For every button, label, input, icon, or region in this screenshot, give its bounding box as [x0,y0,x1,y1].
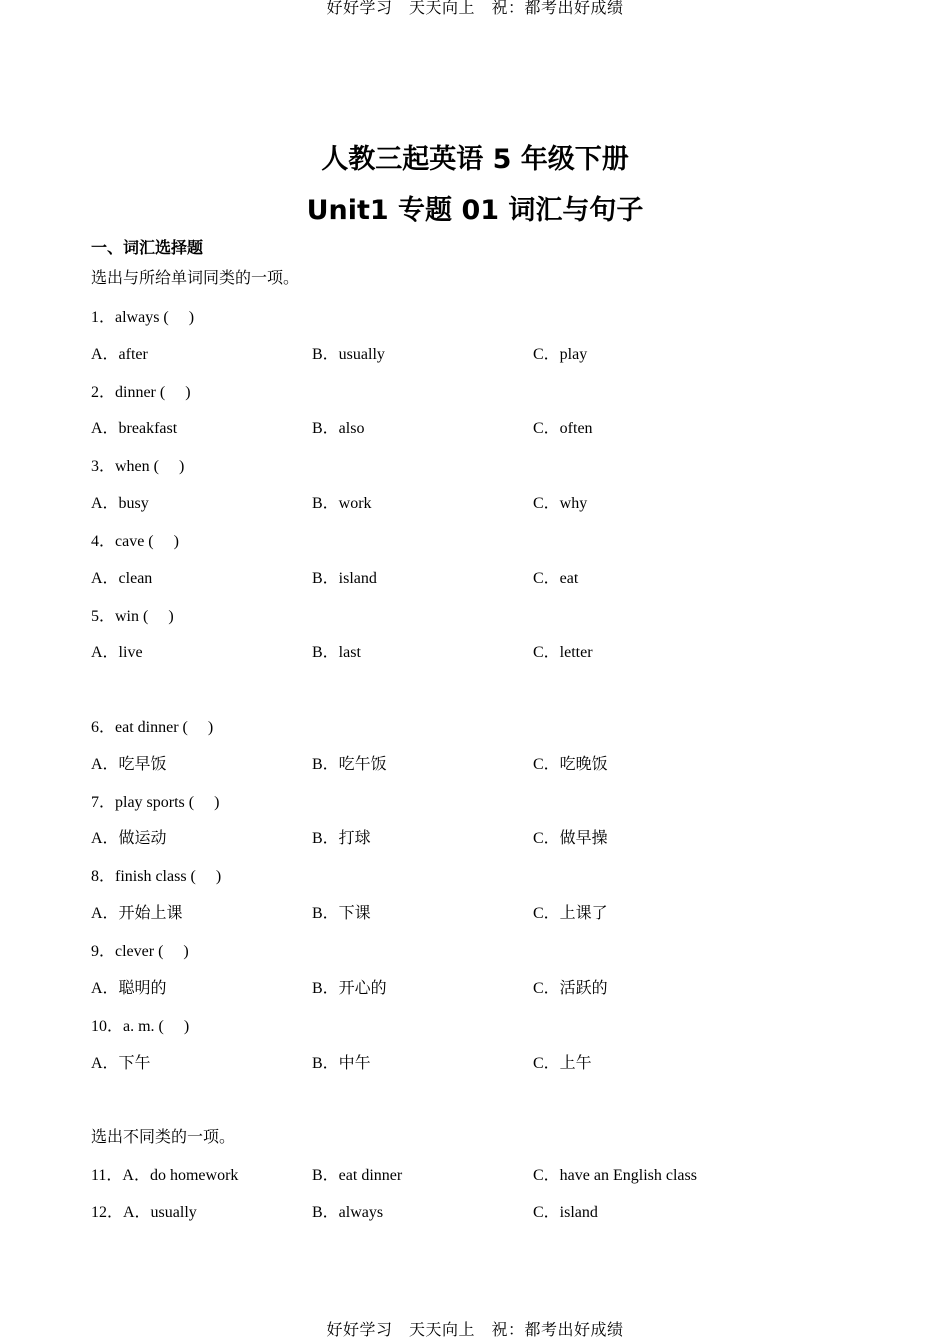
option-a: A．吃早饭 [91,756,167,773]
instruction-same-category: 选出与所给单词同类的一项。 [91,270,300,287]
option-a: A．开始上课 [91,905,183,922]
document-title: 人教三起英语 5 年级下册 [321,144,629,175]
question-stem: 9．clever ( ) [91,943,189,960]
option-c: C．play [533,346,588,363]
option-b: B．last [312,644,361,661]
option-c: C．why [533,495,588,512]
question-stem: 4．cave ( ) [91,533,179,550]
question-stem: 10．a. m. ( ) [91,1018,190,1035]
question-stem: 3．when ( ) [91,458,185,475]
option-a: A．breakfast [91,420,178,437]
question-stem: 5．win ( ) [91,608,174,625]
question-stem: 1．always ( ) [91,309,195,326]
option-b: B．下课 [312,905,371,922]
document-subtitle: Unit1 专题 01 词汇与句子 [306,195,644,226]
option-a: A．busy [91,495,149,512]
option-c: C．often [533,420,593,437]
option-b: B．always [312,1204,384,1221]
option-c: C．have an English class [533,1167,697,1184]
option-a: A．clean [91,570,153,587]
option-b: B．开心的 [312,980,387,997]
page-header: 好好学习 天天向上 祝：都考出好成绩 [326,0,624,17]
option-a: 12．A．usually [91,1204,197,1221]
section-heading: 一、词汇选择题 [91,238,204,257]
option-c: C．吃晚饭 [533,756,608,773]
option-c: C．上课了 [533,905,608,922]
option-a: A．live [91,644,143,661]
option-b: B．打球 [312,830,371,847]
option-b: B．also [312,420,365,437]
option-c: C．活跃的 [533,980,608,997]
option-a: A．after [91,346,148,363]
question-stem: 8．finish class ( ) [91,868,222,885]
option-c: C．island [533,1204,598,1221]
question-stem: 2．dinner ( ) [91,384,191,401]
page-footer: 好好学习 天天向上 祝：都考出好成绩 [326,1322,624,1339]
option-b: B．中午 [312,1055,371,1072]
option-c: C．eat [533,570,579,587]
option-a: A．做运动 [91,830,167,847]
option-b: B．island [312,570,377,587]
option-c: C．上午 [533,1055,592,1072]
instruction-odd-one-out: 选出不同类的一项。 [91,1129,236,1146]
option-b: B．eat dinner [312,1167,403,1184]
option-b: B．吃午饭 [312,756,387,773]
option-b: B．usually [312,346,385,363]
option-a: A．聪明的 [91,980,167,997]
option-c: C．做早操 [533,830,608,847]
question-stem: 6．eat dinner ( ) [91,719,214,736]
option-b: B．work [312,495,372,512]
option-a: 11．A．do homework [91,1167,239,1184]
question-stem: 7．play sports ( ) [91,794,220,811]
option-c: C．letter [533,644,593,661]
option-a: A．下午 [91,1055,151,1072]
